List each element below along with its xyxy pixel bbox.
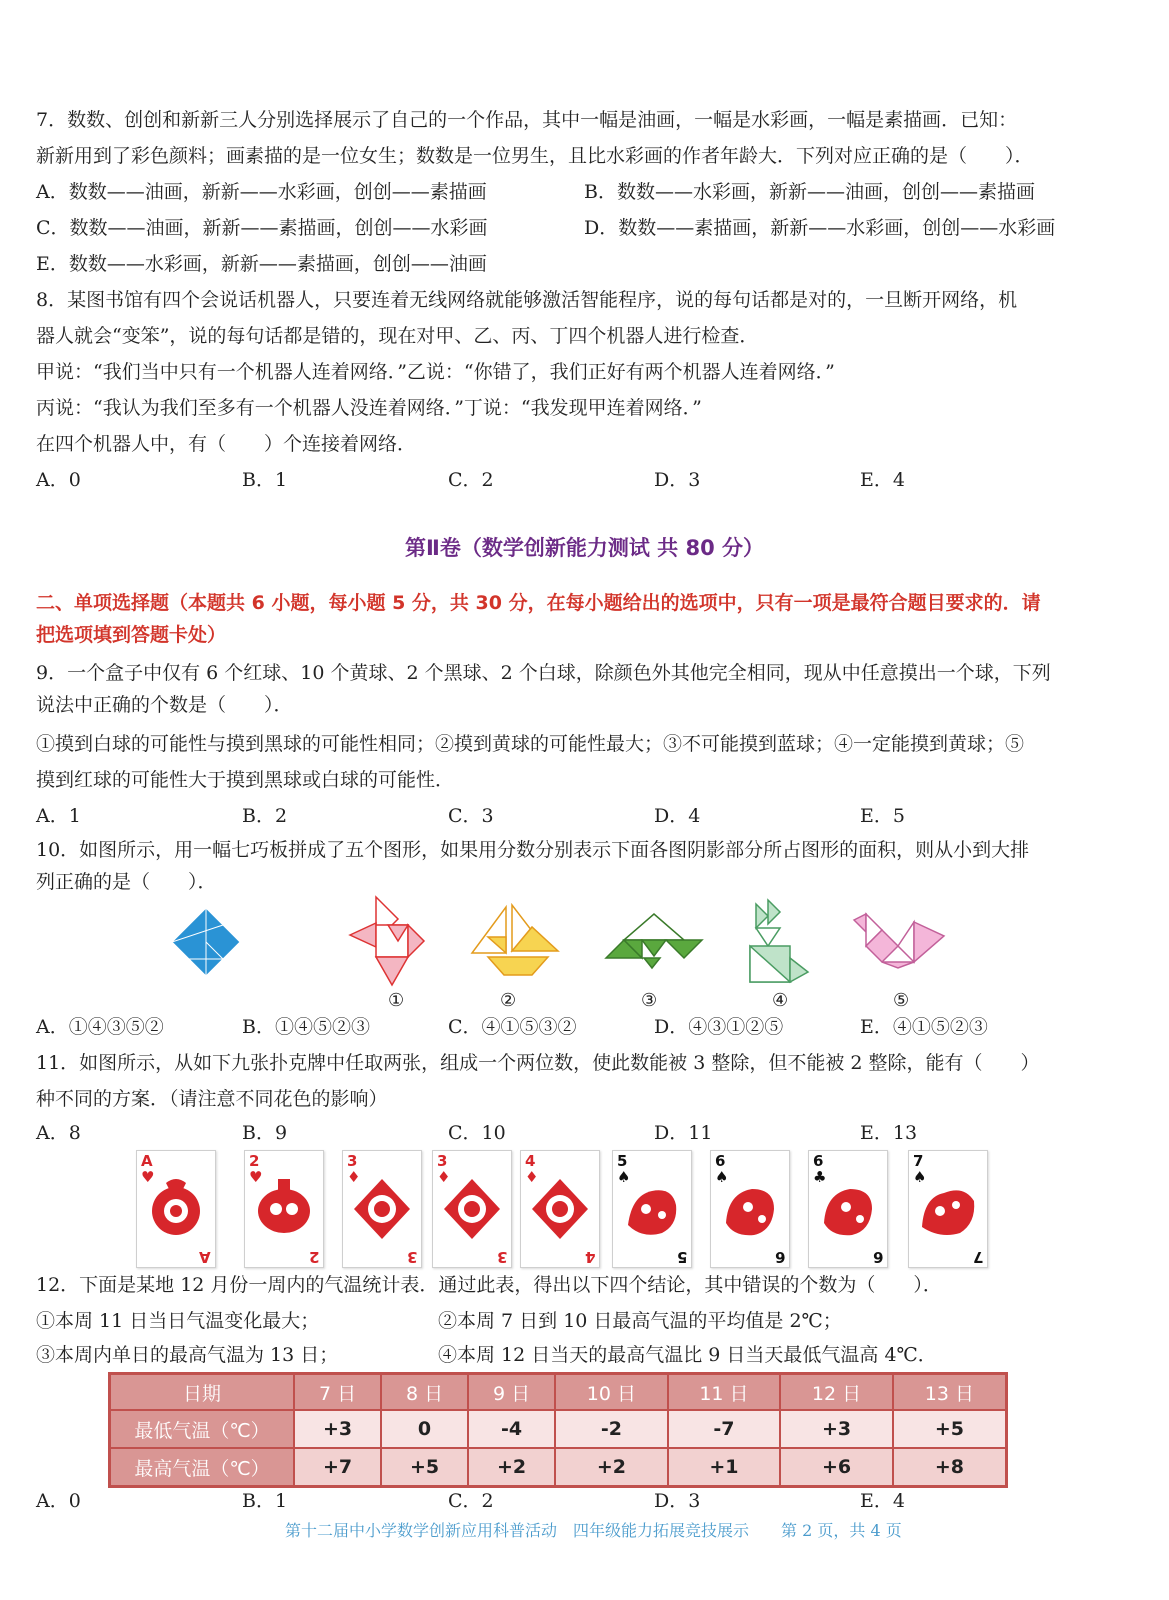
table-row-label: 最高气温（℃） xyxy=(110,1448,295,1487)
figure-caption-2: ② xyxy=(500,990,517,1011)
q10-stem-line1: 10．如图所示，用一幅七巧板拼成了五个图形，如果用分数分别表示下面各图阴影部分所占图形的面积，则从小到大排 xyxy=(36,839,1030,861)
card-rank-bottom: 6 xyxy=(872,1248,883,1266)
papercut-dragon-icon xyxy=(720,1175,780,1241)
q11-option-b: B．9 xyxy=(242,1122,288,1144)
papercut-ornament-icon xyxy=(254,1175,314,1241)
papercut-diamond-icon xyxy=(530,1175,590,1241)
playing-card xyxy=(432,1150,512,1268)
part2-heading-line2: 把选项填到答题卡处） xyxy=(36,624,227,646)
card-rank: 4 xyxy=(525,1152,536,1170)
q8-stem-line3: 甲说：“我们当中只有一个机器人连着网络．”乙说：“你错了，我们正好有两个机器人连着网络．” xyxy=(36,361,835,383)
card-rank: 5 xyxy=(617,1152,628,1170)
q10-option-e: E．④①⑤②③ xyxy=(860,1016,988,1038)
q8-option-a: A．0 xyxy=(36,469,81,491)
section-title: 第Ⅱ卷（数学创新能力测试 共 80 分） xyxy=(405,536,764,560)
table-cell: +7 xyxy=(294,1448,381,1487)
card-rank: A xyxy=(141,1152,153,1170)
q7-option-e: E．数数——水彩画，新新——素描画，创创——油画 xyxy=(36,253,487,275)
q8-option-d: D．3 xyxy=(654,469,701,491)
q8-stem-line4: 丙说：“我认为我们至多有一个机器人没连着网络．”丁说：“我发现甲连着网络．” xyxy=(36,397,702,419)
figure-caption-4: ④ xyxy=(772,990,789,1011)
papercut-diamond-icon xyxy=(352,1175,412,1241)
tangram-figure-1 xyxy=(348,895,426,987)
figure-caption-1: ① xyxy=(388,990,405,1011)
table-row-label: 最低气温（℃） xyxy=(110,1410,295,1448)
table-cell: +3 xyxy=(294,1410,381,1448)
papercut-diamond-icon xyxy=(442,1175,502,1241)
q10-option-c: C．④①⑤③② xyxy=(448,1016,577,1038)
q9-option-a: A．1 xyxy=(36,805,81,827)
table-header-cell: 8 日 xyxy=(381,1374,468,1411)
q8-option-b: B．1 xyxy=(242,469,288,491)
card-rank-bottom: 6 xyxy=(774,1248,785,1266)
card-rank: 7 xyxy=(913,1152,924,1170)
papercut-dragon-icon xyxy=(622,1175,682,1241)
q11-stem-line1: 11．如图所示，从如下九张扑克牌中任取两张，组成一个两位数，使此数能被 3 整除，但不能被 2 整除，能有（ ） xyxy=(36,1052,1040,1074)
table-header-row xyxy=(110,1374,1007,1411)
card-rank: 6 xyxy=(813,1152,824,1170)
table-row xyxy=(110,1448,1007,1487)
table-cell: +5 xyxy=(381,1448,468,1487)
q10-option-a: A．①④③⑤② xyxy=(36,1016,164,1038)
table-cell: -2 xyxy=(555,1410,668,1448)
tangram-square-figure xyxy=(172,908,240,976)
table-row xyxy=(110,1410,1007,1448)
q12-option-b: B．1 xyxy=(242,1490,288,1512)
q9-option-b: B．2 xyxy=(242,805,288,827)
q12-option-d: D．3 xyxy=(654,1490,701,1512)
playing-card xyxy=(244,1150,324,1268)
q10-stem-line2: 列正确的是（ ）． xyxy=(36,871,217,893)
q8-stem-line5: 在四个机器人中，有（ ）个连接着网络． xyxy=(36,433,417,455)
card-rank-bottom: 3 xyxy=(406,1248,417,1266)
card-rank: 3 xyxy=(347,1152,358,1170)
part2-heading-line1: 二、单项选择题（本题共 6 小题，每小题 5 分，共 30 分，在每小题给出的选项中，只有一项是最符合题目要求的．请 xyxy=(36,592,1041,614)
figure-caption-5: ⑤ xyxy=(893,990,910,1011)
table-header-cell: 10 日 xyxy=(555,1374,668,1411)
figure-caption-3: ③ xyxy=(641,990,658,1011)
q12-option-e: E．4 xyxy=(860,1490,905,1512)
table-header-cell: 11 日 xyxy=(668,1374,781,1411)
q9-stem-line3: ①摸到白球的可能性与摸到黑球的可能性相同；②摸到黄球的可能性最大；③不可能摸到蓝球；④一定能摸到黄球；⑤ xyxy=(36,733,1025,755)
card-rank: 3 xyxy=(437,1152,448,1170)
tangram-figure-3 xyxy=(604,910,704,970)
q11-option-d: D．11 xyxy=(654,1122,713,1144)
playing-card xyxy=(612,1150,692,1268)
card-rank-bottom: 3 xyxy=(496,1248,507,1266)
q9-stem-line4: 摸到红球的可能性大于摸到黑球或白球的可能性． xyxy=(36,769,455,791)
papercut-dragon-icon xyxy=(818,1175,878,1241)
q7-option-a: A．数数——油画，新新——水彩画，创创——素描画 xyxy=(36,181,487,203)
card-suit: ♦ xyxy=(525,1168,539,1186)
temperature-table xyxy=(108,1372,1008,1488)
table-cell: +1 xyxy=(668,1448,781,1487)
q12-statement-1: ①本周 11 日当日气温变化最大； xyxy=(36,1310,320,1332)
q10-option-b: B．①④⑤②③ xyxy=(242,1016,370,1038)
card-suit: ♠ xyxy=(913,1168,927,1186)
q9-option-e: E．5 xyxy=(860,805,905,827)
q12-option-a: A．0 xyxy=(36,1490,81,1512)
table-cell: -4 xyxy=(468,1410,555,1448)
table-cell: +2 xyxy=(468,1448,555,1487)
q7-stem-line2: 新新用到了彩色颜料；画素描的是一位女生；数数是一位男生，且比水彩画的作者年龄大．下列对应正确的是（ ）． xyxy=(36,145,1034,167)
q12-option-c: C．2 xyxy=(448,1490,494,1512)
table-cell: +3 xyxy=(780,1410,893,1448)
tangram-figure-4 xyxy=(746,898,812,986)
q11-option-a: A．8 xyxy=(36,1122,81,1144)
table-header-cell: 7 日 xyxy=(294,1374,381,1411)
q11-option-c: C．10 xyxy=(448,1122,506,1144)
papercut-ornament-icon xyxy=(146,1175,206,1241)
card-suit: ♥ xyxy=(249,1168,263,1186)
card-rank-bottom: 2 xyxy=(308,1248,319,1266)
q8-option-e: E．4 xyxy=(860,469,905,491)
page-footer: 第十二届中小学数学创新应用科普活动 四年级能力拓展竞技展示 第 2 页，共 4 页 xyxy=(285,1521,902,1540)
card-rank-bottom: 5 xyxy=(676,1248,687,1266)
playing-card xyxy=(908,1150,988,1268)
q7-option-c: C．数数——油画，新新——素描画，创创——水彩画 xyxy=(36,217,488,239)
q10-option-d: D．④③①②⑤ xyxy=(654,1016,784,1038)
q12-stem-line1: 12．下面是某地 12 月份一周内的气温统计表．通过此表，得出以下四个结论，其中错误的个数为（ ）． xyxy=(36,1274,942,1296)
table-cell: +5 xyxy=(893,1410,1007,1448)
table-cell: +8 xyxy=(893,1448,1007,1487)
card-suit: ♦ xyxy=(437,1168,451,1186)
q12-statement-2: ②本周 7 日到 10 日最高气温的平均值是 2℃； xyxy=(438,1310,842,1332)
card-suit: ♠ xyxy=(715,1168,729,1186)
card-suit: ♣ xyxy=(813,1168,827,1186)
tangram-figure-5 xyxy=(852,912,946,970)
q7-option-d: D．数数——素描画，新新——水彩画，创创——水彩画 xyxy=(584,217,1056,239)
table-header-cell: 12 日 xyxy=(780,1374,893,1411)
playing-card xyxy=(710,1150,790,1268)
card-suit: ♦ xyxy=(347,1168,361,1186)
table-cell: 0 xyxy=(381,1410,468,1448)
q9-option-d: D．4 xyxy=(654,805,701,827)
q9-stem-line1: 9．一个盒子中仅有 6 个红球、10 个黄球、2 个黑球、2 个白球，除颜色外其他完全相同，现从中任意摸出一个球，下列 xyxy=(36,662,1051,684)
table-header-cell: 9 日 xyxy=(468,1374,555,1411)
q11-option-e: E．13 xyxy=(860,1122,918,1144)
q8-stem-line2: 器人就会“变笨”，说的每句话都是错的，现在对甲、乙、丙、丁四个机器人进行检查． xyxy=(36,325,759,347)
card-suit: ♠ xyxy=(617,1168,631,1186)
q8-stem-line1: 8．某图书馆有四个会说话机器人，只要连着无线网络就能够激活智能程序，说的每句话都是对的，一旦断开网络，机 xyxy=(36,289,1018,311)
playing-card xyxy=(808,1150,888,1268)
table-cell: +6 xyxy=(780,1448,893,1487)
q9-option-c: C．3 xyxy=(448,805,494,827)
q12-statement-4: ④本周 12 日当天的最高气温比 9 日当天最低气温高 4℃． xyxy=(438,1344,937,1366)
card-rank-bottom: A xyxy=(199,1248,211,1266)
table-header-cell: 日期 xyxy=(110,1374,295,1411)
card-suit: ♥ xyxy=(141,1168,155,1186)
q9-stem-line2: 说法中正确的个数是（ ）． xyxy=(36,694,293,716)
q12-statement-3: ③本周内单日的最高气温为 13 日； xyxy=(36,1344,339,1366)
playing-card xyxy=(136,1150,216,1268)
card-rank: 6 xyxy=(715,1152,726,1170)
playing-card xyxy=(520,1150,600,1268)
q7-stem-line1: 7．数数、创创和新新三人分别选择展示了自己的一个作品，其中一幅是油画，一幅是水彩画，一幅是素描画．已知： xyxy=(36,109,1018,131)
q11-stem-line2: 种不同的方案．（请注意不同花色的影响） xyxy=(36,1088,388,1110)
table-cell: -7 xyxy=(668,1410,781,1448)
table-cell: +2 xyxy=(555,1448,668,1487)
table-header-cell: 13 日 xyxy=(893,1374,1007,1411)
papercut-horse-icon xyxy=(918,1175,978,1241)
playing-card xyxy=(342,1150,422,1268)
card-rank-bottom: 4 xyxy=(584,1248,595,1266)
tangram-figure-2 xyxy=(468,903,562,977)
q8-option-c: C．2 xyxy=(448,469,494,491)
q7-option-b: B．数数——水彩画，新新——油画，创创——素描画 xyxy=(584,181,1035,203)
card-rank-bottom: 7 xyxy=(972,1248,983,1266)
card-rank: 2 xyxy=(249,1152,260,1170)
